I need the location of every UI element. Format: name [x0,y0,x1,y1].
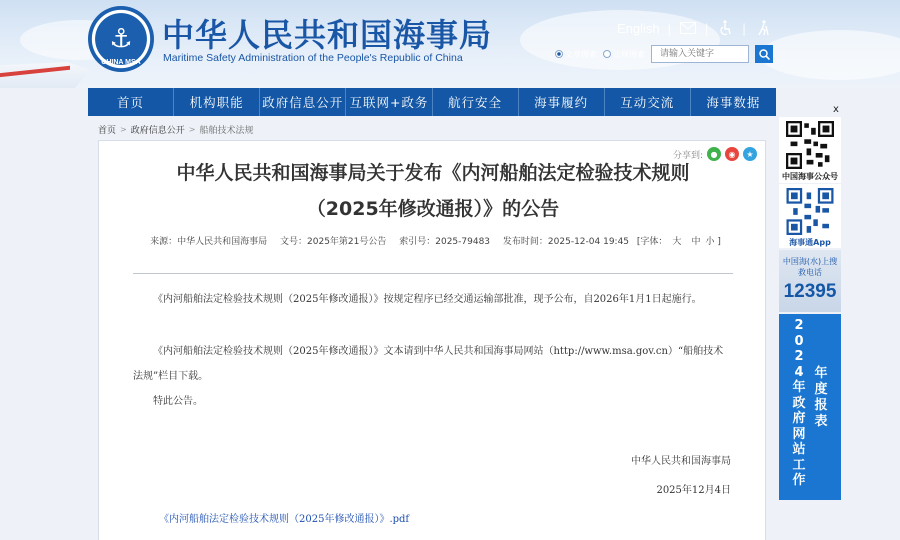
paragraph-1: 《内河船舶法定检验技术规则（2025年修改通报）》按规定程序已经交通运输部批准，现予公布，自2026年1月1日起施行。 [153,294,702,305]
wechat-qr-box[interactable] [779,117,841,183]
paragraph-3: 特此公告。 [153,396,203,407]
hotline-number: 12395 [783,281,837,302]
site-header [0,0,900,88]
radio-article-search[interactable] [555,49,597,60]
publish-date: 2025年12月4日 [656,485,731,496]
breadcrumb-separator: > [120,124,127,134]
nav-item-gov-info[interactable]: 政府信息公开 [260,88,346,116]
nav-item-convention[interactable]: 海事履约 [519,88,605,116]
report-text-col1: 2024年政府网站工作 [792,318,806,488]
paragraph-2: 《内河船舶法定检验技术规则（2025年修改通报）》文本请到中华人民共和国海事局网站（http://www.msa.gov.cn）“船舶技术法规”栏目下载。 [133,346,724,382]
font-large-button[interactable]: 大 [672,237,682,247]
breadcrumb [98,122,253,136]
breadcrumb-current[interactable]: 船舶技术法规 [199,125,254,136]
article-meta [139,231,727,253]
font-size-control [637,237,721,247]
breadcrumb-home[interactable]: 首页 [98,125,117,136]
qr-code-icon [786,188,834,235]
elder-mode-icon[interactable] [754,20,772,36]
emblem-text: CHINA MSA [101,59,141,66]
search-input[interactable] [651,45,749,63]
meta-doc-no: 文号：2025年第21号公告 [280,237,387,247]
meta-time: 发布时间：2025-12-04 19:45 [502,237,630,247]
qzone-share-icon[interactable]: ★ [743,147,757,161]
english-link[interactable]: English [617,20,660,36]
radio-dot[interactable] [603,50,611,58]
top-links [617,18,772,38]
radio-regulation-search[interactable] [603,49,645,60]
site-subtitle: Maritime Safety Administration of the People's Republic of China [163,52,463,64]
nav-item-navigation-safety[interactable]: 航行安全 [433,88,519,116]
article-title: 中华人民共和国海事局关于发布《内河船舶法定检验技术规则（2025年修改通报）》的公告 [176,162,690,220]
mail-icon[interactable] [679,20,697,36]
msa-emblem-logo[interactable] [88,6,154,72]
hotline-box[interactable] [779,250,841,312]
font-small-button[interactable]: 小 [705,237,715,247]
cloud-decoration [760,30,900,80]
weibo-share-icon[interactable]: ◉ [725,147,739,161]
nav-item-interaction[interactable]: 互动交流 [605,88,691,116]
font-size-close-bracket: ] [717,237,721,247]
site-title[interactable]: 中华人民共和国海事局 [162,16,493,54]
sidebar-close-button[interactable]: x [833,104,839,115]
radio-label: 文章搜索 [565,49,597,59]
annual-report-banner[interactable] [779,314,841,500]
breadcrumb-separator: > [188,124,196,134]
meta-index-no: 索引号：2025-79483 [399,237,491,247]
qr2-label: 海事通App [789,238,831,247]
attachment-link[interactable]: 《内河船舶法定检验技术规则（2025年修改通报）》.pdf [159,514,410,525]
wechat-share-icon[interactable]: ● [707,147,721,161]
qr1-label: 中国海事公众号 [782,172,838,181]
main-nav [88,88,776,116]
signature: 中华人民共和国海事局 [631,456,731,467]
app-qr-box[interactable] [779,184,841,248]
share-label: 分享到: [672,150,703,161]
nav-item-data[interactable]: 海事数据 [706,95,761,110]
divider: | [705,20,709,36]
report-text-col2: 年度报表 [814,366,828,429]
radio-label: 法规搜索 [613,49,645,59]
search-icon [759,49,770,60]
nav-item-home[interactable]: 首页 [88,88,174,116]
nav-item-institutions[interactable]: 机构职能 [174,88,260,116]
breadcrumb-gov-info[interactable]: 政府信息公开 [130,125,185,136]
meta-source: 来源：中华人民共和国海事局 [150,237,268,247]
divider: | [667,20,672,36]
divider-line [133,273,733,274]
radio-dot[interactable] [555,50,563,58]
article-card [98,140,766,540]
font-medium-button[interactable]: 中 [691,237,701,247]
divider: | [742,20,746,36]
font-size-label: [字体： [636,237,668,247]
hotline-title: 中国海(水)上搜救电话 [782,257,838,277]
search-button[interactable] [755,45,773,63]
qr-code-icon [786,121,834,169]
nav-item-internet-gov[interactable]: 互联网+政务 [346,88,432,116]
anchor-icon: ⚓ [109,24,133,54]
accessibility-icon[interactable] [716,20,734,36]
search-bar [555,45,773,63]
